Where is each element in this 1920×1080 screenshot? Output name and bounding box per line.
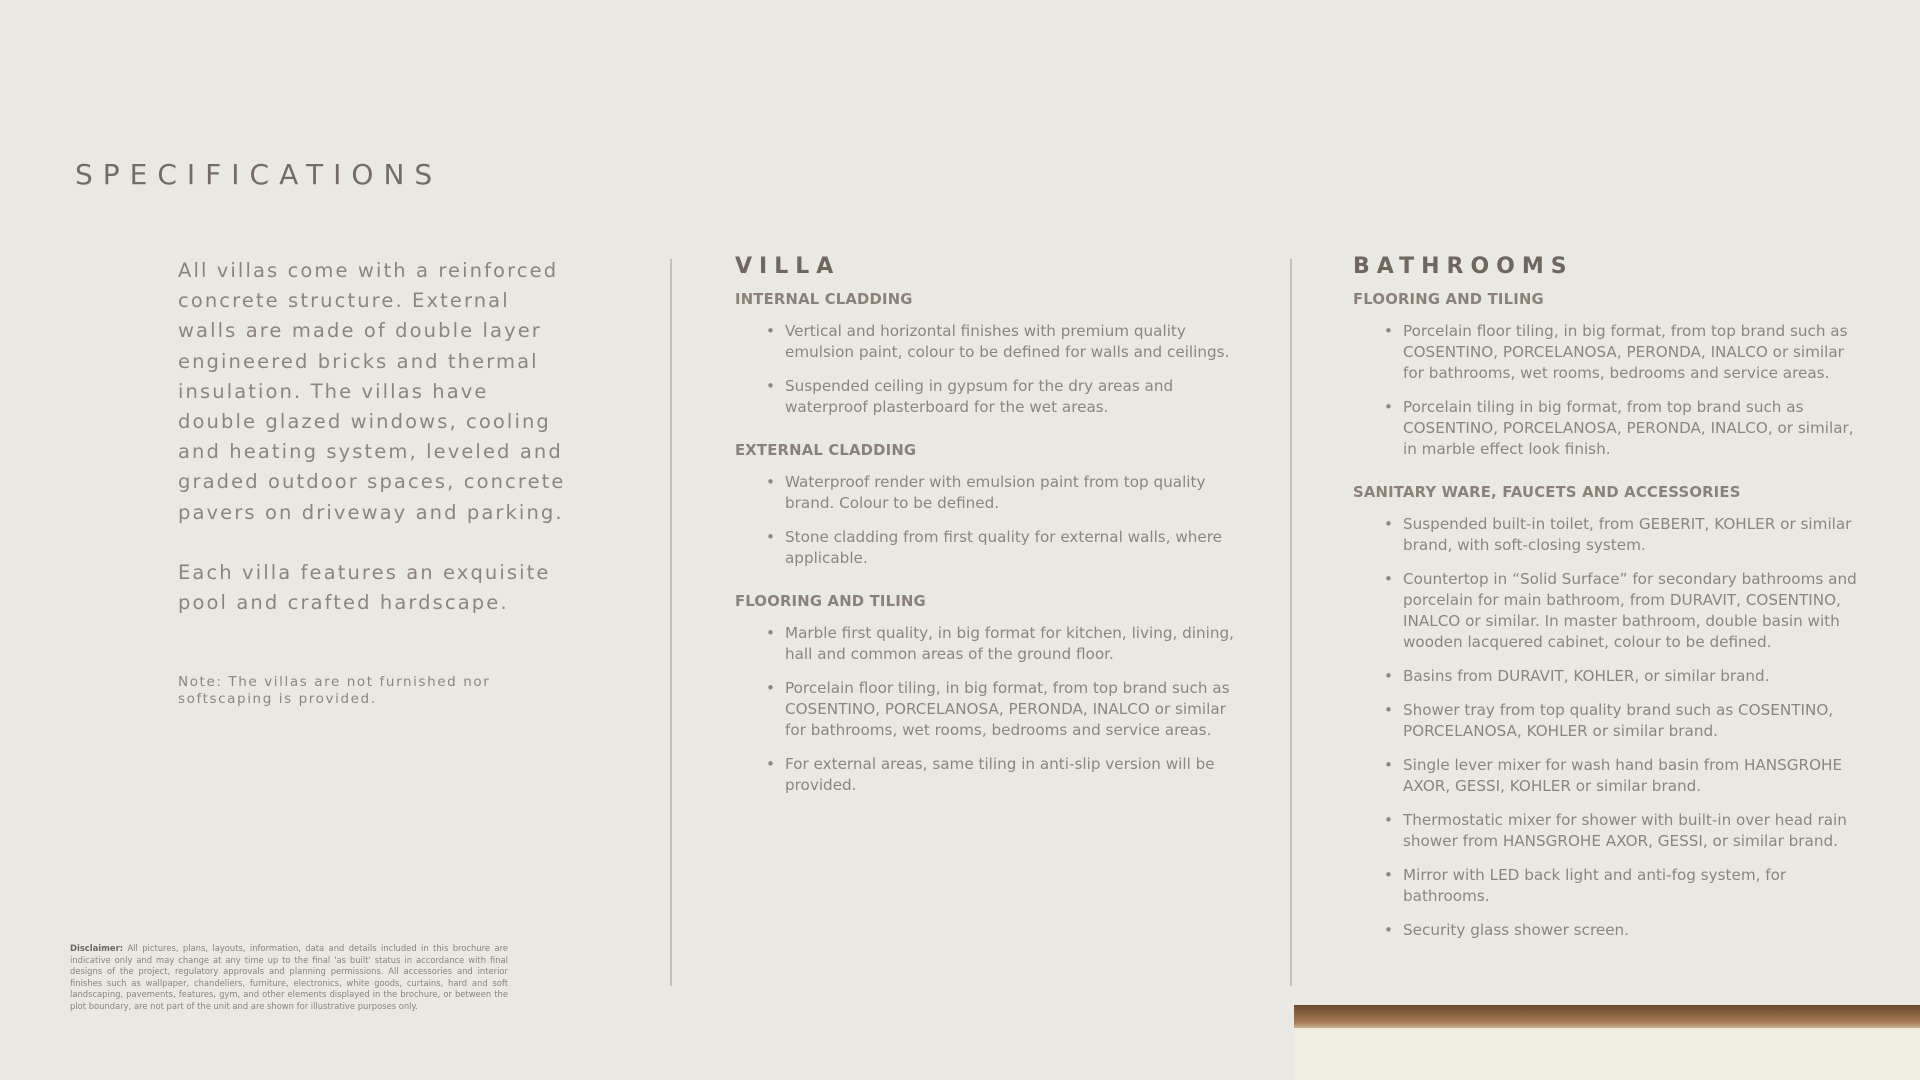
wood-texture (1294, 1005, 1920, 1028)
spec-item: • Vertical and horizontal finishes with premium quality emulsion paint, colour to be defined for walls and ceilings. (785, 321, 1235, 363)
disclaimer-text: All pictures, plans, layouts, information, data and details included in this brochure are indicative only and may change at any time up to the final 'as built' status in accordance with final designs of the project, regulatory approvals and planning permissions. All accessories and interior finishes such as wallpaper, chandeliers, furniture, electronics, white goods, curtains, hard and soft landscaping, pavements, features, gym, and other elements displayed in the brochure, or between the plot boundary, are not part of the unit and are shown for illustrative purposes only. (70, 943, 508, 1011)
villa-heading: VILLA (735, 254, 841, 279)
section-title: FLOORING AND TILING (1353, 291, 1544, 308)
bathroom-photo (1294, 1005, 1920, 1080)
bathrooms-column (1353, 254, 1863, 965)
section-title: INTERNAL CLADDING (735, 291, 913, 308)
spec-list (735, 321, 1235, 418)
spec-list (735, 472, 1235, 569)
column-divider (1290, 259, 1292, 986)
intro-note: Note: The villas are not furnished nor softscaping is provided. (178, 674, 491, 708)
spec-item: • Porcelain tiling in big format, from top brand such as COSENTINO, PORCELANOSA, PERONDA, INALCO, or similar, in marble effect look finish. (1403, 397, 1863, 460)
disclaimer (70, 943, 508, 1013)
spec-item: • Porcelain floor tiling, in big format, from top brand such as COSENTINO, PORCELANOSA, PERONDA, INALCO or similar for bathrooms, wet rooms, bedrooms and service areas. (1403, 321, 1863, 384)
bathrooms-heading: BATHROOMS (1353, 254, 1574, 279)
spec-item: • Security glass shower screen. (1403, 920, 1863, 941)
spec-item: • For external areas, same tiling in anti-slip version will be provided. (785, 754, 1235, 796)
spec-list (1353, 321, 1863, 460)
spec-item: • Thermostatic mixer for shower with built-in over head rain shower from HANSGROHE AXOR, GESSI, or similar brand. (1403, 810, 1863, 852)
disclaimer-label: Disclaimer: (70, 943, 124, 953)
page-title: SPECIFICATIONS (75, 158, 443, 191)
intro-paragraph: All villas come with a reinforced concrete structure. External walls are made of double layer engineered bricks and thermal insulation. The villas have double glazed windows, cooling and heating system, leveled and graded outdoor spaces, concrete pavers on driveway and parking. (178, 259, 566, 524)
spec-item: • Basins from DURAVIT, KOHLER, or similar brand. (1403, 666, 1863, 687)
section-title: SANITARY WARE, FAUCETS AND ACCESSORIES (1353, 484, 1741, 501)
spec-item: • Stone cladding from first quality for external walls, where applicable. (785, 527, 1235, 569)
villa-column (735, 254, 1235, 820)
intro-block (178, 256, 568, 738)
spec-item: • Mirror with LED back light and anti-fog system, for bathrooms. (1403, 865, 1863, 907)
spec-list (735, 623, 1235, 796)
spec-item: • Suspended ceiling in gypsum for the dry areas and waterproof plasterboard for the wet areas. (785, 376, 1235, 418)
section-title: FLOORING AND TILING (735, 593, 926, 610)
spec-item: • Shower tray from top quality brand such as COSENTINO, PORCELANOSA, KOHLER or similar brand. (1403, 700, 1863, 742)
column-divider (670, 259, 672, 986)
spec-list (1353, 514, 1863, 941)
spec-item: • Countertop in “Solid Surface” for secondary bathrooms and porcelain for main bathroom, from DURAVIT, COSENTINO, INALCO or similar. In master bathroom, double basin with wooden lacquered cabinet, colour to be defined. (1403, 569, 1863, 653)
spec-item: • Single lever mixer for wash hand basin from HANSGROHE AXOR, GESSI, KOHLER or similar brand. (1403, 755, 1863, 797)
spec-item: • Waterproof render with emulsion paint from top quality brand. Colour to be defined. (785, 472, 1235, 514)
spec-item: • Suspended built-in toilet, from GEBERIT, KOHLER or similar brand, with soft-closing system. (1403, 514, 1863, 556)
section-title: EXTERNAL CLADDING (735, 442, 917, 459)
spec-item: • Marble first quality, in big format for kitchen, living, dining, hall and common areas of the ground floor. (785, 623, 1235, 665)
intro-paragraph: Each villa features an exquisite pool and crafted hardscape. (178, 560, 551, 615)
spec-item: • Porcelain floor tiling, in big format, from top brand such as COSENTINO, PORCELANOSA, PERONDA, INALCO or similar for bathrooms, wet rooms, bedrooms and service areas. (785, 678, 1235, 741)
